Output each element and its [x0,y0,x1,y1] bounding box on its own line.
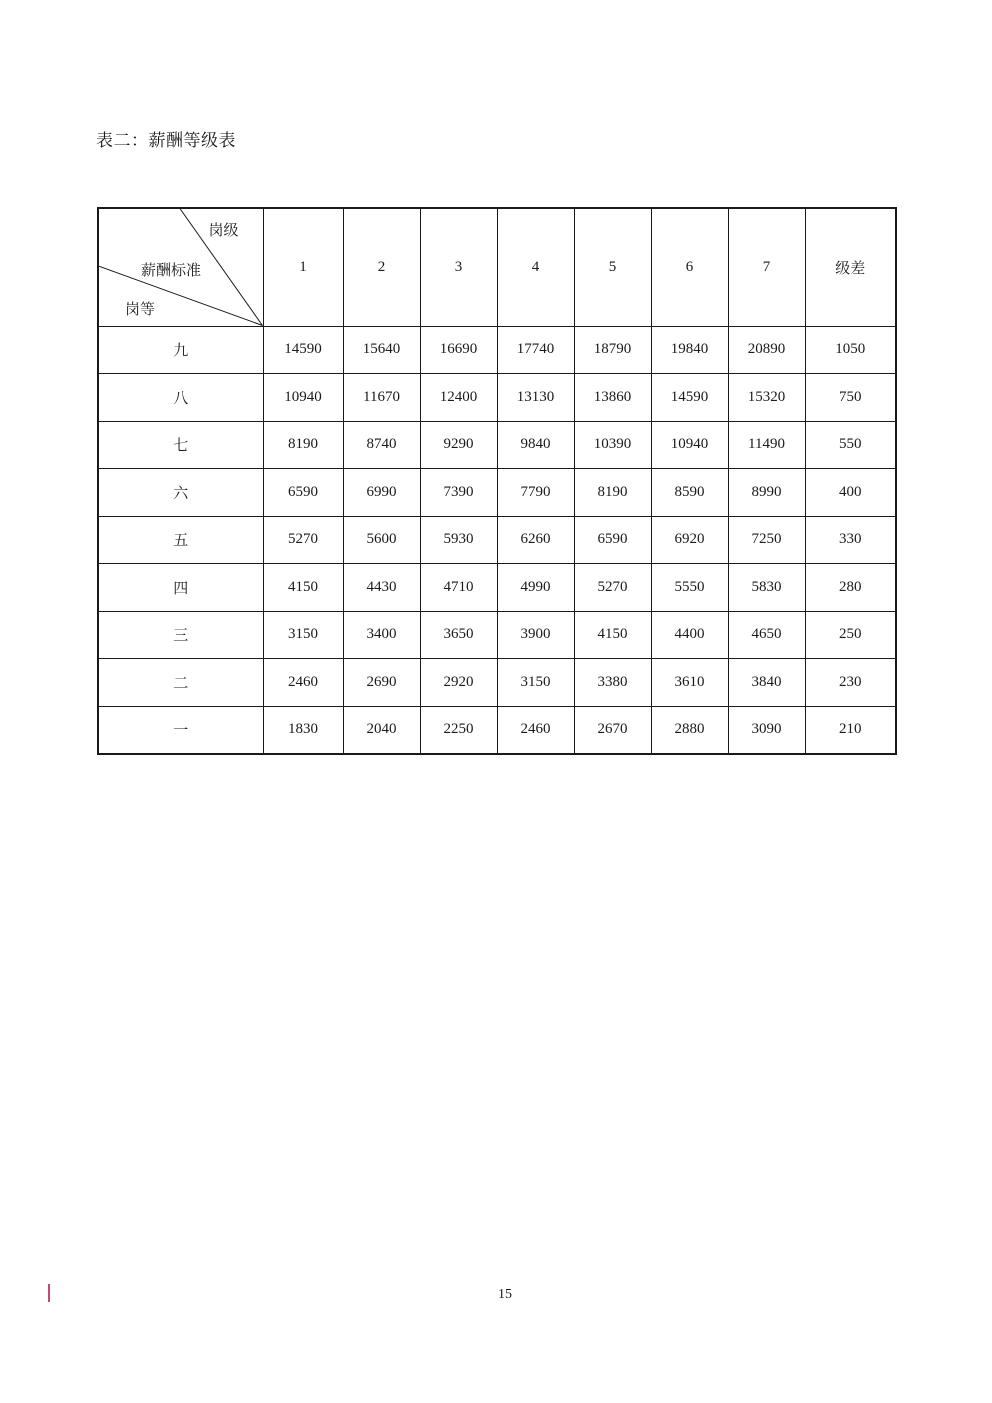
salary-cell: 4150 [263,564,343,612]
salary-cell: 6990 [343,469,420,517]
salary-cell: 5830 [728,564,805,612]
level-difference-cell: 400 [805,469,896,517]
salary-cell: 2670 [574,706,651,754]
salary-cell: 15320 [728,374,805,422]
salary-cell: 3150 [497,659,574,707]
header-row [98,208,896,326]
grade-cell: 七 [98,421,263,469]
salary-cell: 2690 [343,659,420,707]
table-row-grade-7 [98,421,896,469]
table-row-grade-4 [98,564,896,612]
grade-cell: 一 [98,706,263,754]
table-row-grade-8 [98,374,896,422]
salary-cell: 13130 [497,374,574,422]
salary-cell: 7790 [497,469,574,517]
level-difference-cell: 250 [805,611,896,659]
salary-cell: 14590 [263,326,343,374]
salary-cell: 2920 [420,659,497,707]
salary-cell: 7390 [420,469,497,517]
grade-cell: 八 [98,374,263,422]
header-job-level-label: 岗级 [208,221,239,239]
salary-cell: 4430 [343,564,420,612]
header-level-7: 7 [728,208,805,326]
salary-cell: 5600 [343,516,420,564]
page-number: 15 [498,1287,512,1302]
salary-cell: 3150 [263,611,343,659]
salary-cell: 14590 [651,374,728,422]
header-salary-standard-label: 薪酬标准 [141,261,202,279]
salary-cell: 2460 [263,659,343,707]
salary-cell: 3400 [343,611,420,659]
level-difference-cell: 750 [805,374,896,422]
salary-cell: 6590 [263,469,343,517]
header-level-difference: 级差 [805,208,896,326]
table-row-grade-3 [98,611,896,659]
salary-cell: 16690 [420,326,497,374]
table-row-grade-6 [98,469,896,517]
salary-cell: 5270 [263,516,343,564]
salary-cell: 11670 [343,374,420,422]
diagonal-header-cell [98,208,263,326]
grade-cell: 四 [98,564,263,612]
header-level-6: 6 [651,208,728,326]
grade-cell: 六 [98,469,263,517]
salary-cell: 6260 [497,516,574,564]
level-difference-cell: 230 [805,659,896,707]
grade-cell: 五 [98,516,263,564]
salary-cell: 12400 [420,374,497,422]
salary-cell: 4990 [497,564,574,612]
salary-cell: 3610 [651,659,728,707]
salary-cell: 7250 [728,516,805,564]
salary-cell: 2250 [420,706,497,754]
salary-cell: 3900 [497,611,574,659]
salary-cell: 1830 [263,706,343,754]
salary-cell: 3650 [420,611,497,659]
salary-cell: 9290 [420,421,497,469]
table-caption: 表二：薪酬等级表 [96,131,236,151]
level-difference-cell: 210 [805,706,896,754]
header-level-2: 2 [343,208,420,326]
salary-cell: 8190 [263,421,343,469]
table-row-grade-9 [98,326,896,374]
salary-cell: 15640 [343,326,420,374]
salary-cell: 3090 [728,706,805,754]
salary-cell: 5270 [574,564,651,612]
salary-cell: 20890 [728,326,805,374]
salary-cell: 11490 [728,421,805,469]
grade-cell: 九 [98,326,263,374]
level-difference-cell: 1050 [805,326,896,374]
salary-cell: 2880 [651,706,728,754]
salary-cell: 13860 [574,374,651,422]
salary-cell: 4710 [420,564,497,612]
salary-cell: 3380 [574,659,651,707]
salary-cell: 19840 [651,326,728,374]
table-row-grade-2 [98,659,896,707]
salary-cell: 8740 [343,421,420,469]
salary-cell: 6920 [651,516,728,564]
salary-cell: 2040 [343,706,420,754]
grade-cell: 二 [98,659,263,707]
salary-cell: 4400 [651,611,728,659]
grade-cell: 三 [98,611,263,659]
level-difference-cell: 280 [805,564,896,612]
table-row-grade-5 [98,516,896,564]
salary-cell: 9840 [497,421,574,469]
salary-cell: 2460 [497,706,574,754]
table-row-grade-1 [98,706,896,754]
header-level-5: 5 [574,208,651,326]
salary-cell: 4650 [728,611,805,659]
salary-cell: 10940 [263,374,343,422]
header-level-3: 3 [420,208,497,326]
salary-cell: 3840 [728,659,805,707]
salary-cell: 10390 [574,421,651,469]
salary-cell: 10940 [651,421,728,469]
salary-cell: 4150 [574,611,651,659]
salary-grade-table [97,207,897,755]
salary-cell: 8990 [728,469,805,517]
salary-cell: 5930 [420,516,497,564]
header-level-1: 1 [263,208,343,326]
salary-cell: 6590 [574,516,651,564]
header-job-grade-label: 岗等 [125,300,156,318]
salary-cell: 8190 [574,469,651,517]
salary-cell: 18790 [574,326,651,374]
salary-cell: 8590 [651,469,728,517]
level-difference-cell: 330 [805,516,896,564]
header-level-4: 4 [497,208,574,326]
salary-cell: 5550 [651,564,728,612]
salary-cell: 17740 [497,326,574,374]
level-difference-cell: 550 [805,421,896,469]
